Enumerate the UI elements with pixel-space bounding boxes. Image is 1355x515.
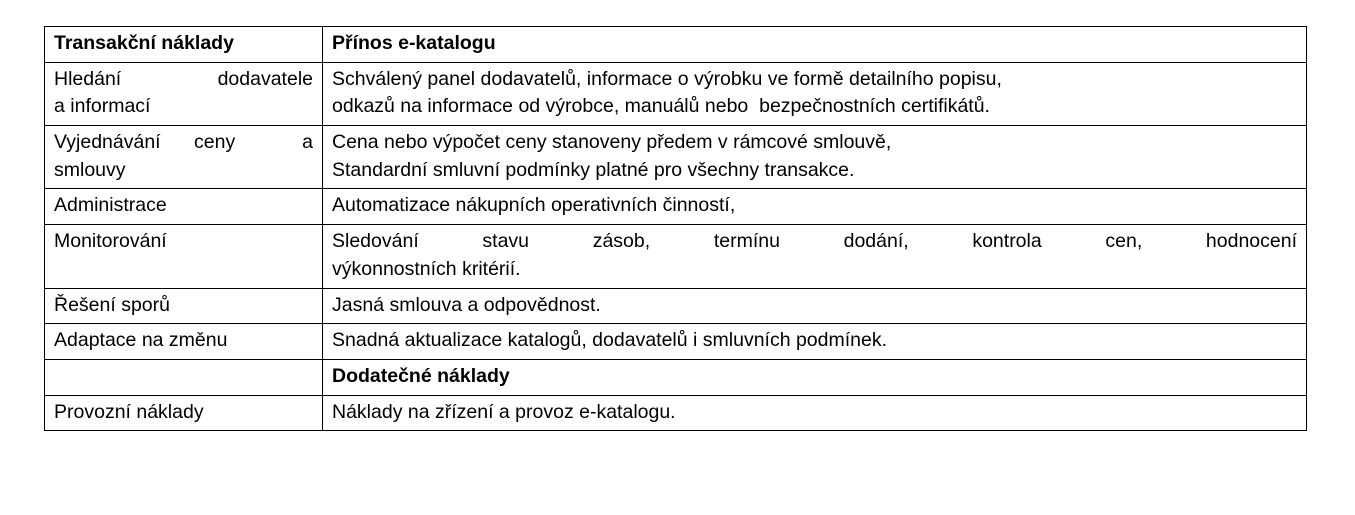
row-value-change-adaptation (323, 324, 1307, 360)
row-value-administration (323, 189, 1307, 225)
row-value-line: Standardní smluvní podmínky platné pro všechny transakce. (332, 158, 855, 181)
row-value-line: Dodatečné náklady (332, 364, 510, 387)
row-value-dispute-resolution (323, 288, 1307, 324)
row-label-line: Hledání dodavatele (54, 67, 313, 90)
row-value-additional-costs-heading (323, 359, 1307, 395)
row-label-supplier-search (45, 62, 323, 125)
row-value-line: Automatizace nákupních operativních činností, (332, 194, 736, 217)
table-row (45, 62, 1307, 125)
row-value-line: Snadná aktualizace katalogů, dodavatelů i smluvních podmínek. (332, 329, 888, 352)
row-label-administration (45, 189, 323, 225)
row-label-change-adaptation (45, 324, 323, 360)
table-body (45, 27, 1307, 431)
row-label-line: Provozní náklady (54, 400, 204, 423)
row-label-line: Řešení sporů (54, 293, 170, 316)
header-cell-transaction-costs: Transakční náklady (45, 27, 323, 63)
row-label-line: Adaptace na změnu (54, 329, 228, 352)
row-value-line: Cena nebo výpočet ceny stanoveny předem v rámcové smlouvě, (332, 131, 892, 154)
row-value-line: výkonnostních kritérií. (332, 257, 521, 280)
row-label-line: a informací (54, 95, 151, 118)
row-value-line: Jasná smlouva a odpovědnost. (332, 293, 601, 316)
row-value-price-negotiation (323, 126, 1307, 189)
row-value-supplier-search (323, 62, 1307, 125)
row-label-price-negotiation (45, 126, 323, 189)
row-value-line: Sledování stavu zásob, termínu dodání, kontrola cen, hodnocení (332, 230, 1297, 253)
row-label-line: Administrace (54, 194, 167, 217)
row-label-line: Vyjednávání ceny a (54, 131, 313, 154)
row-value-line: Náklady na zřízení a provoz e-katalogu. (332, 400, 676, 423)
row-label-empty (45, 359, 323, 395)
row-label-dispute-resolution (45, 288, 323, 324)
row-label-monitoring (45, 225, 323, 288)
table-row (45, 395, 1307, 431)
table-row (45, 126, 1307, 189)
table-row (45, 225, 1307, 288)
row-value-operating-costs (323, 395, 1307, 431)
table-row (45, 288, 1307, 324)
row-value-line: Schválený panel dodavatelů, informace o výrobku ve formě detailního popisu, (332, 67, 1002, 90)
transaction-costs-table (44, 26, 1307, 431)
row-label-line: smlouvy (54, 158, 126, 181)
table-row (45, 324, 1307, 360)
table-header-row (45, 27, 1307, 63)
row-label-line: Monitorování (54, 230, 167, 253)
row-value-line: odkazů na informace od výrobce, manuálů nebo bezpečnostních certifikátů. (332, 95, 990, 118)
table-row (45, 189, 1307, 225)
row-value-monitoring (323, 225, 1307, 288)
row-label-operating-costs (45, 395, 323, 431)
table-row (45, 359, 1307, 395)
header-cell-catalog-benefit: Přínos e-katalogu (323, 27, 1307, 63)
